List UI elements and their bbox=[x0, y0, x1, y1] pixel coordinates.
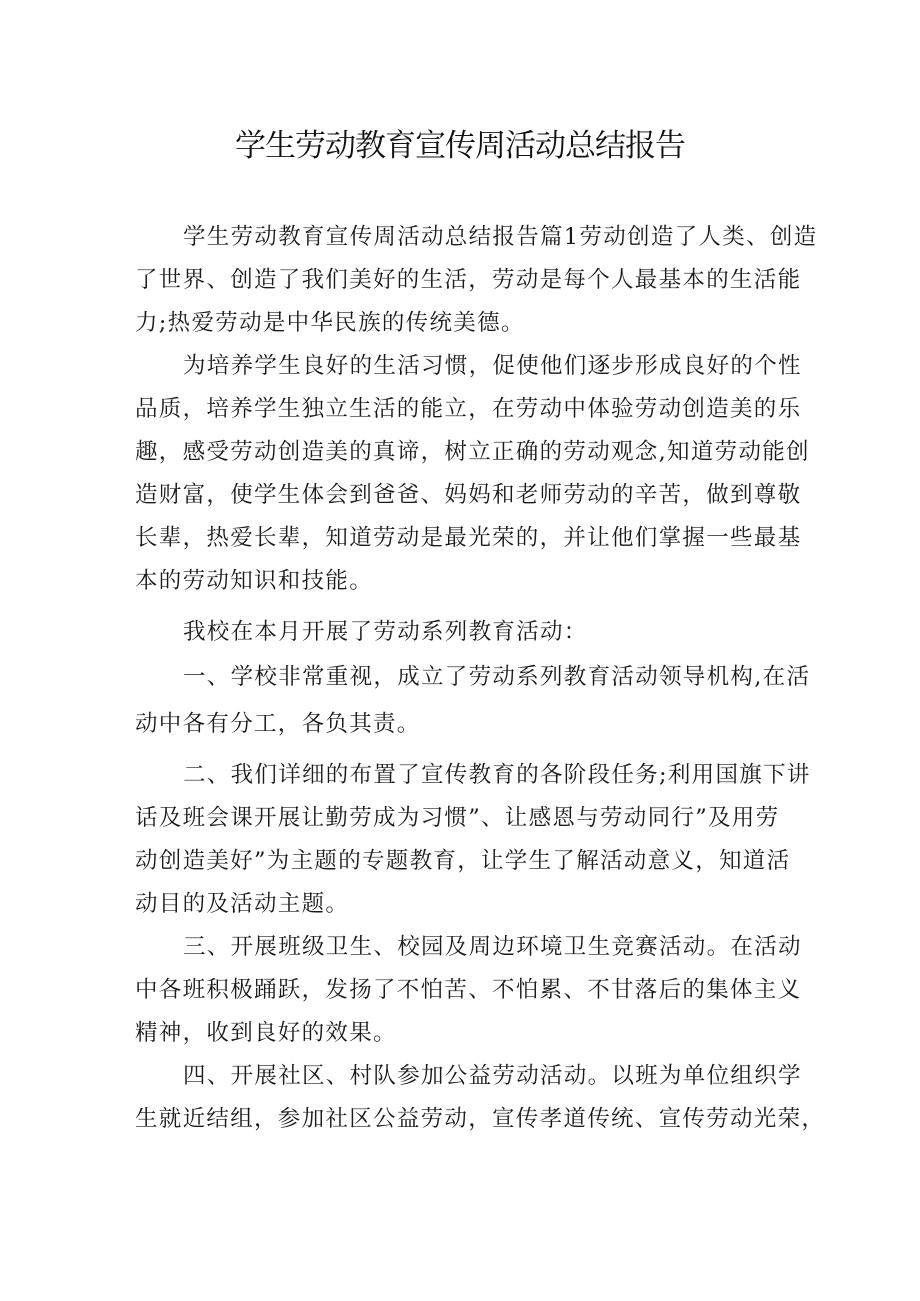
paragraph-1-line-3: 力;热爱劳动是中华民族的传统美德。 bbox=[135, 310, 525, 336]
paragraph-1-line-2: 了世界、创造了我们美好的生活，劳动是每个人最基本的生活能 bbox=[135, 267, 802, 293]
paragraph-1-line-1: 学生劳动教育宣传周活动总结报告篇1劳动创造了人类、创造 bbox=[183, 224, 818, 250]
paragraph-7-line-1: 四、开展社区、村队参加公益劳动活动。以班为单位组织学 bbox=[183, 1063, 802, 1089]
paragraph-5-line-2: 话及班会课开展让勤劳成为习惯”、让感恩与劳动同行”及用劳 bbox=[135, 805, 780, 831]
paragraph-2-line-1: 为培养学生良好的生活习惯，促使他们逐步形成良好的个性 bbox=[183, 353, 802, 379]
paragraph-5-line-4: 动目的及活动主题。 bbox=[135, 891, 350, 917]
paragraph-6-line-3: 精神，收到良好的效果。 bbox=[135, 1020, 397, 1046]
paragraph-2-line-2: 品质，培养学生独立生活的能立，在劳动中体验劳动创造美的乐 bbox=[135, 396, 802, 422]
paragraph-7-line-2: 生就近结组，参加社区公益劳动，宣传孝道传统、宣传劳动光荣， bbox=[135, 1106, 826, 1132]
paragraph-3-line-1: 我校在本月开展了劳动系列教育活动： bbox=[183, 619, 588, 645]
paragraph-2-line-3: 趣，感受劳动创造美的真谛，树立正确的劳动观念,知道劳动能创 bbox=[135, 439, 810, 465]
paragraph-2-line-5: 长辈，热爱长辈，知道劳动是最光荣的，并让他们掌握一些最基 bbox=[135, 525, 802, 551]
paragraph-6-line-2: 中各班积极踊跃，发扬了不怕苦、不怕累、不甘落后的集体主义 bbox=[135, 977, 802, 1003]
paragraph-5-line-1: 二、我们详细的布置了宣传教育的各阶段任务;利用国旗下讲 bbox=[183, 762, 811, 788]
paragraph-4-line-2: 动中各有分工，各负其责。 bbox=[135, 711, 421, 737]
paragraph-4-line-1: 一、学校非常重视，成立了劳动系列教育活动领导机构,在活 bbox=[183, 664, 811, 690]
paragraph-6-line-1: 三、开展班级卫生、校园及周边环境卫生竞赛活动。在活动 bbox=[183, 934, 802, 960]
document-title: 学生劳动教育宣传周活动总结报告 bbox=[235, 128, 685, 164]
paragraph-2-line-4: 造财富，使学生体会到爸爸、妈妈和老师劳动的辛苦，做到尊敬 bbox=[135, 482, 802, 508]
paragraph-5-line-3: 动创造美好”为主题的专题教育，让学生了解活动意义，知道活 bbox=[135, 848, 791, 874]
paragraph-2-line-6: 本的劳动知识和技能。 bbox=[135, 568, 374, 594]
